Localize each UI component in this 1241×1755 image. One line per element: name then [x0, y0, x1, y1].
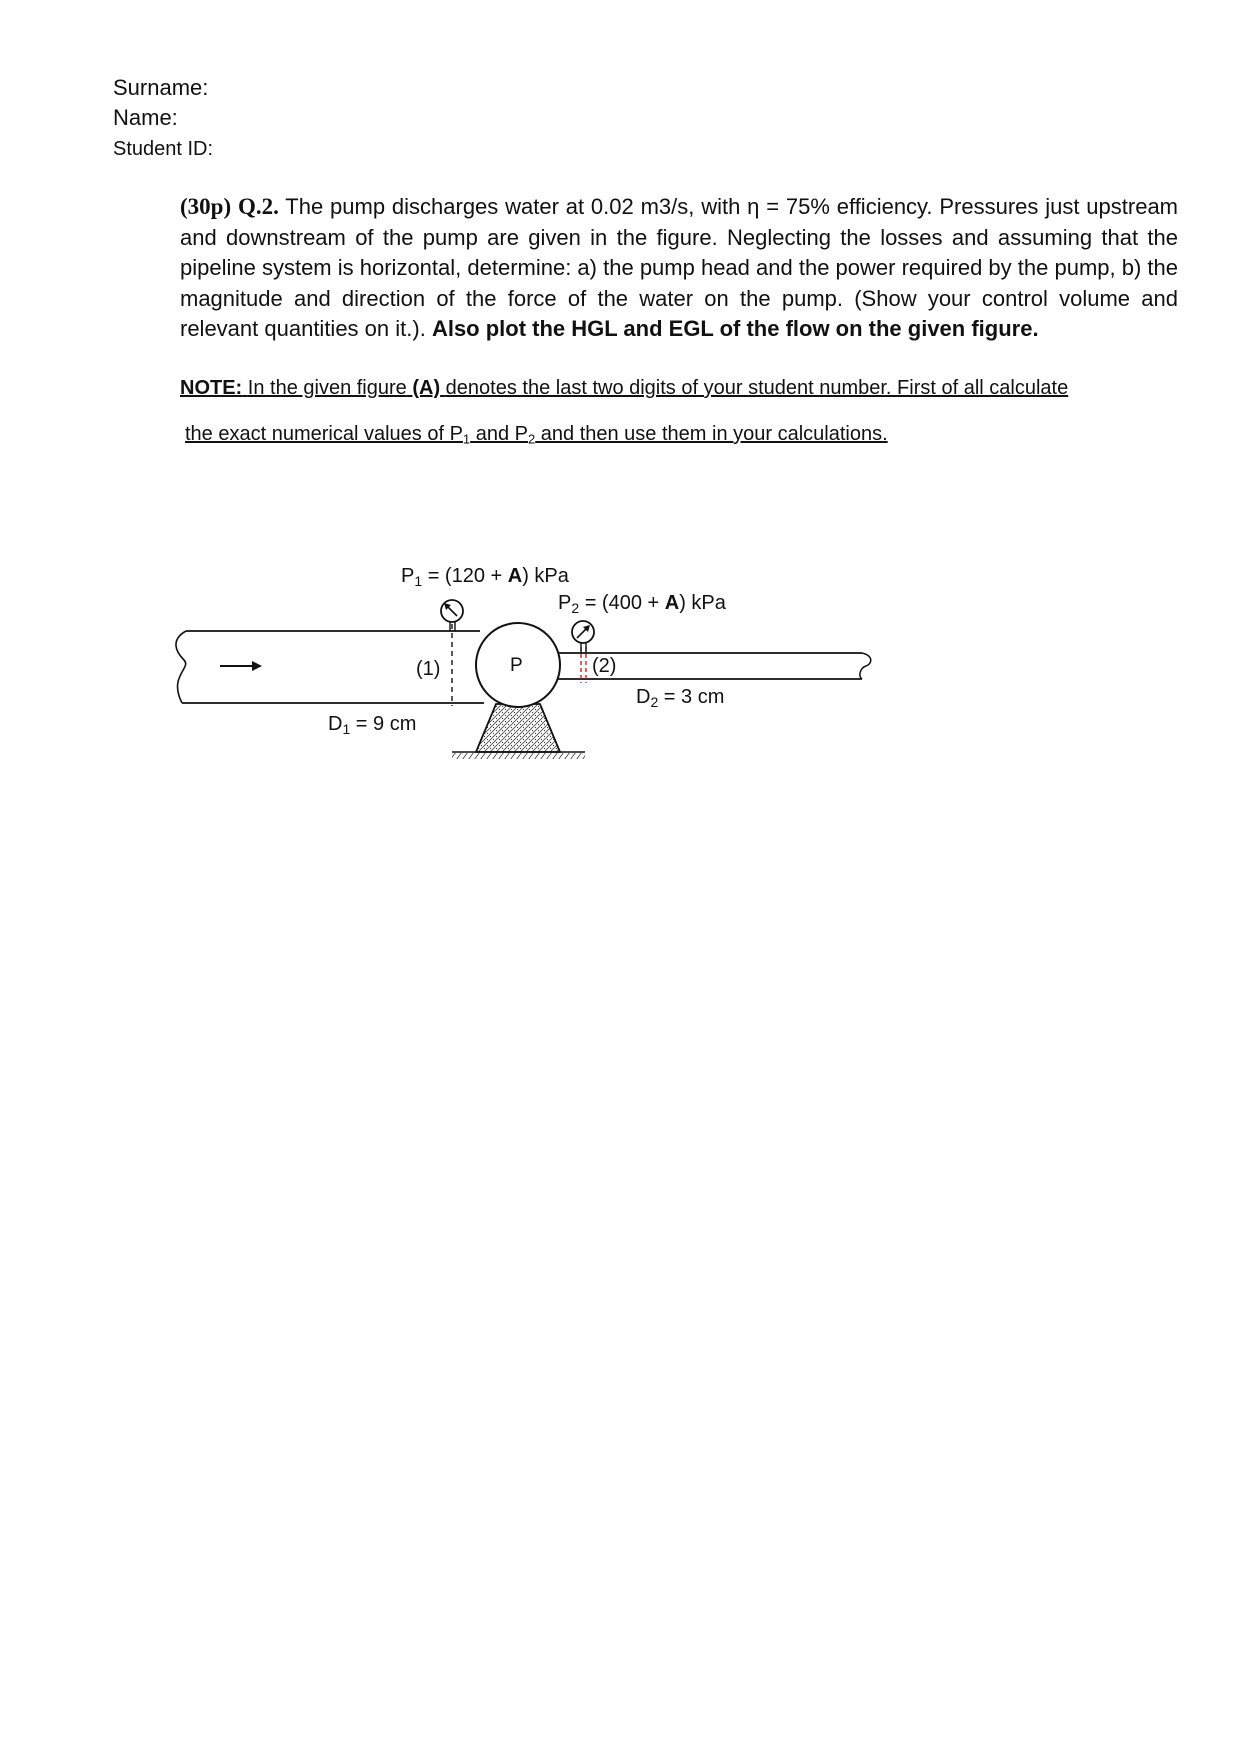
question-number: Q.2.: [237, 194, 279, 219]
question-points: (30p): [180, 194, 232, 219]
pipe-break-right: [860, 653, 871, 679]
pump-label: P: [510, 655, 523, 676]
note-label: NOTE:: [180, 377, 243, 399]
note-text-2b: and P: [470, 423, 528, 445]
p2-label: $P_2 = (400 + A)$ kPa: [558, 592, 726, 616]
d1-label: $D_1 = 9$ cm: [328, 713, 417, 737]
note-sub-1: 1: [462, 431, 471, 447]
flow-arrow-icon: [220, 661, 262, 671]
surname-label: Surname:: [113, 75, 209, 100]
note-text-2a: the exact numerical values of P: [185, 423, 463, 445]
question-body: The pump discharges water at 0.02 m3/s, with η = 75% efficiency. Pressures just upstream and downstream of the pump are given in the figure. Neglecting the losses and assuming that the pipeline system is horizontal, determine: a) the pump head and the power required by the pump, b) the magnitude and direction of the force of the water on the pump. (Show your control volume and relevant quantities on it.).: [180, 194, 1178, 341]
section-2-label: (2): [592, 655, 617, 677]
d2-label: $D_2 = 3$ cm: [636, 686, 725, 710]
note-sub-2: 2: [527, 431, 536, 447]
ground-hatch: [452, 753, 585, 759]
p1-label: $P_1 = (120 + A)$ kPa: [401, 565, 569, 589]
note-text-2c: and then use them in your calculations.: [535, 423, 888, 445]
note-text-1a: In the given figure: [247, 377, 407, 399]
question-bold-instruction: Also plot the HGL and EGL of the flow on the given figure.: [431, 316, 1039, 341]
name-label: Name:: [113, 105, 178, 130]
student-id-label: Student ID:: [113, 138, 214, 160]
pressure-gauge-2-icon: [572, 621, 594, 653]
note-text-1b: denotes the last two digits of your student number. First of all calculate: [445, 377, 1069, 399]
note-a-symbol: (A): [412, 377, 441, 399]
pump-support: [476, 704, 560, 752]
pipe-break-left: [176, 631, 186, 703]
section-1-label: (1): [416, 658, 441, 680]
